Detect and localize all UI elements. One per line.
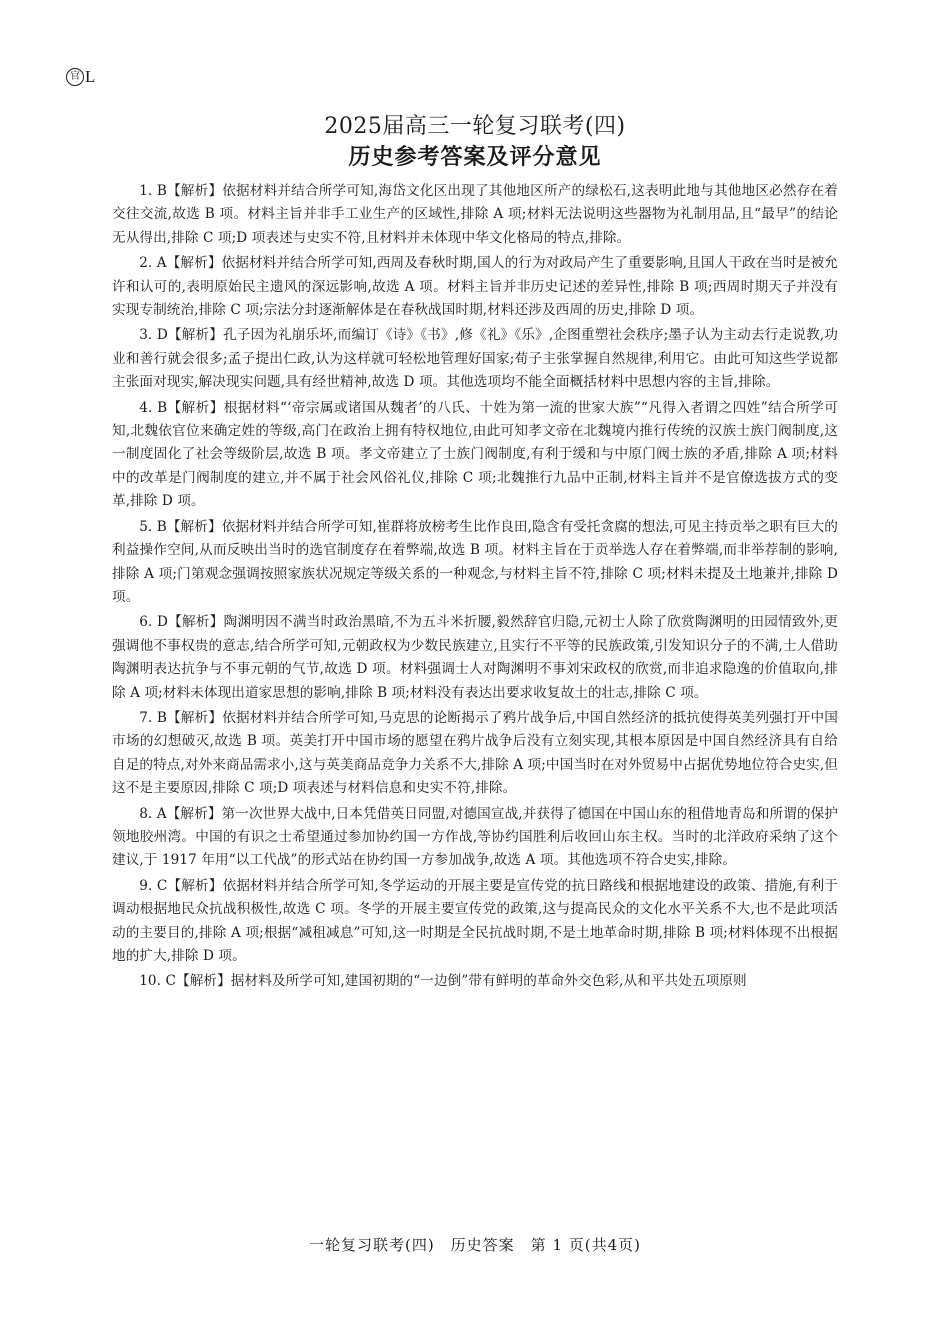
answer-1: 1. B【解析】依据材料并结合所学可知,海岱文化区出现了其他地区所产的绿松石,这表明此地与其他地区必然存在着交往交流,故选 B 项。材料主旨并非手工业生产的区域性,排除 A 项;材料无法说明这些器物为礼制用品,且“最早”的结论无从得出,排除 C 项;D 项表述与史实不符,且材料并未体现中华文化格局的特点,排除。 [112, 183, 838, 246]
page-footer: 一轮复习联考(四) 历史答案 第 1 页(共4页) [308, 1236, 642, 1254]
corner-letter: L [85, 66, 96, 86]
answer-2: 2. A【解析】依据材料并结合所学可知,西周及春秋时期,国人的行为对政局产生了重要影响,且国人干政在当时是被允许和认可的,表明原始民主遗风的深远影响,故选 A 项。材料主旨并非历史记述的差异性,排除 B 项;西周时期天子并没有实现专制统治,排除 C 项;宗法分封逐渐解体是在春秋战国时期,材料还涉及西周的历史,排除 D 项。 [112, 255, 838, 319]
answer-8: 8. A【解析】第一次世界大战中,日本凭借英日同盟,对德国宣战,并获得了德国在中国山东的租借地青岛和所谓的保护领地胶州湾。中国的有识之士希望通过参加协约国一方作战,等协约国胜利后收回山东主权。当时的北洋政府采纳了这个建议,于 1917 年用“以工代战”的形式站在协约国一方参加战争,故选 A 项。其他选项不符合史实,排除。 [112, 805, 838, 869]
answer-10: 10. C【解析】据材料及所学可知,建国初期的“一边倒”带有鲜明的革命外交色彩,从和平共处五项原则 [139, 973, 747, 990]
answer-list [112, 180, 838, 996]
document-title: 2025届高三一轮复习联考(四) [324, 114, 626, 139]
answer-7: 7. B【解析】依据材料并结合所学可知,马克思的论断揭示了鸦片战争后,中国自然经济的抵抗使得英美列强打开中国市场的幻想破灭,故选 B 项。英美打开中国市场的愿望在鸦片战争后没有立刻实现,其根本原因是中国自然经济具有自给自足的特点,对外来商品需求小,这与英美商品竞争力关系不大,排除 A 项;中国当时在对外贸易中占据优势地位符合史实,但这不是主要原因,排除 C 项;D 项表述与材料信息和史实不符,排除。 [112, 709, 838, 797]
answer-6: 6. D【解析】陶渊明因不满当时政治黑暗,不为五斗米折腰,毅然辞官归隐,元初士人除了欣赏陶渊明的田园情致外,更强调他不事权贵的意志,结合所学可知,元朝政权为少数民族建立,且实行不平等的民族政策,引发知识分子的不满,士人借助陶渊明表达抗争与不事元朝的气节,故选 D 项。材料强调士人对陶渊明不事刘宋政权的欣赏,而非追求隐逸的价值取向,排除 A 项;材料未体现出道家思想的影响,排除 B 项;材料没有表达出要求收复故土的壮志,排除 C 项。 [112, 614, 838, 701]
document-subtitle: 历史参考答案及评分意见 [348, 145, 602, 170]
answer-4: 4. B【解析】根据材料“‘帝宗属或诸国从魏者’的八氏、十姓为第一流的世家大族”“凡得入者谓之四姓”结合所学可知,北魏依官位来确定姓的等级,高门在政治上拥有特权地位,由此可知孝文帝在北魏境内推行传统的汉族士族门阀制度,这一制度固化了社会等级阶层,故选 B 项。孝文帝建立了士族门阀制度,有利于缓和与中原门阀士族的矛盾,排除 A 项;材料中的改革是门阀制度的建立,并不属于社会风俗礼仪,排除 C 项;北魏推行九品中正制,材料主旨并不是官僚选拔方式的变革,排除 D 项。 [112, 399, 838, 510]
answer-5: 5. B【解析】依据材料并结合所学可知,崔群将放榜考生比作良田,隐含有受托贪腐的想法,可见主持贡举之职有巨大的利益操作空间,从而反映出当时的选官制度存在着弊端,故选 B 项。材料主旨在于贡举选人存在着弊端,而非举荐制的影响,排除 A 项;门第观念强调按照家族状况规定等级关系的一种观念,与材料主旨不符,排除 C 项;材料未提及土地兼并,排除 D 项。 [112, 518, 838, 605]
answer-3: 3. D【解析】孔子因为礼崩乐坏,而编订《诗》《书》,修《礼》《乐》,企图重塑社会秩序;墨子认为主动去行走说教,功业和善行就会很多;孟子提出仁政,认为这样就可轻松地管理好国家;荀子主张掌握自然规律,利用它。由此可知这些学说都主张面对现实,解决现实问题,具有经世精神,故选 D 项。其他选项均不能全面概括材料中思想内容的主旨,排除。 [112, 327, 838, 391]
circled-glyph-icon: 官 [66, 68, 84, 86]
answer-9: 9. C【解析】依据材料并结合所学可知,冬学运动的开展主要是宣传党的抗日路线和根据地建设的政策、措施,有利于调动根据地民众抗战积极性,故选 C 项。冬学的开展主要宣传党的政策,这与提高民众的文化水平关系不大,也不是此项活动的主要目的,排除 A 项;根据“减租减息”可知,这一时期是全民抗战时期,不是土地革命时期,排除 B 项;材料体现不出根据地的扩大,排除 D 项。 [112, 877, 838, 964]
corner-mark [66, 66, 95, 87]
